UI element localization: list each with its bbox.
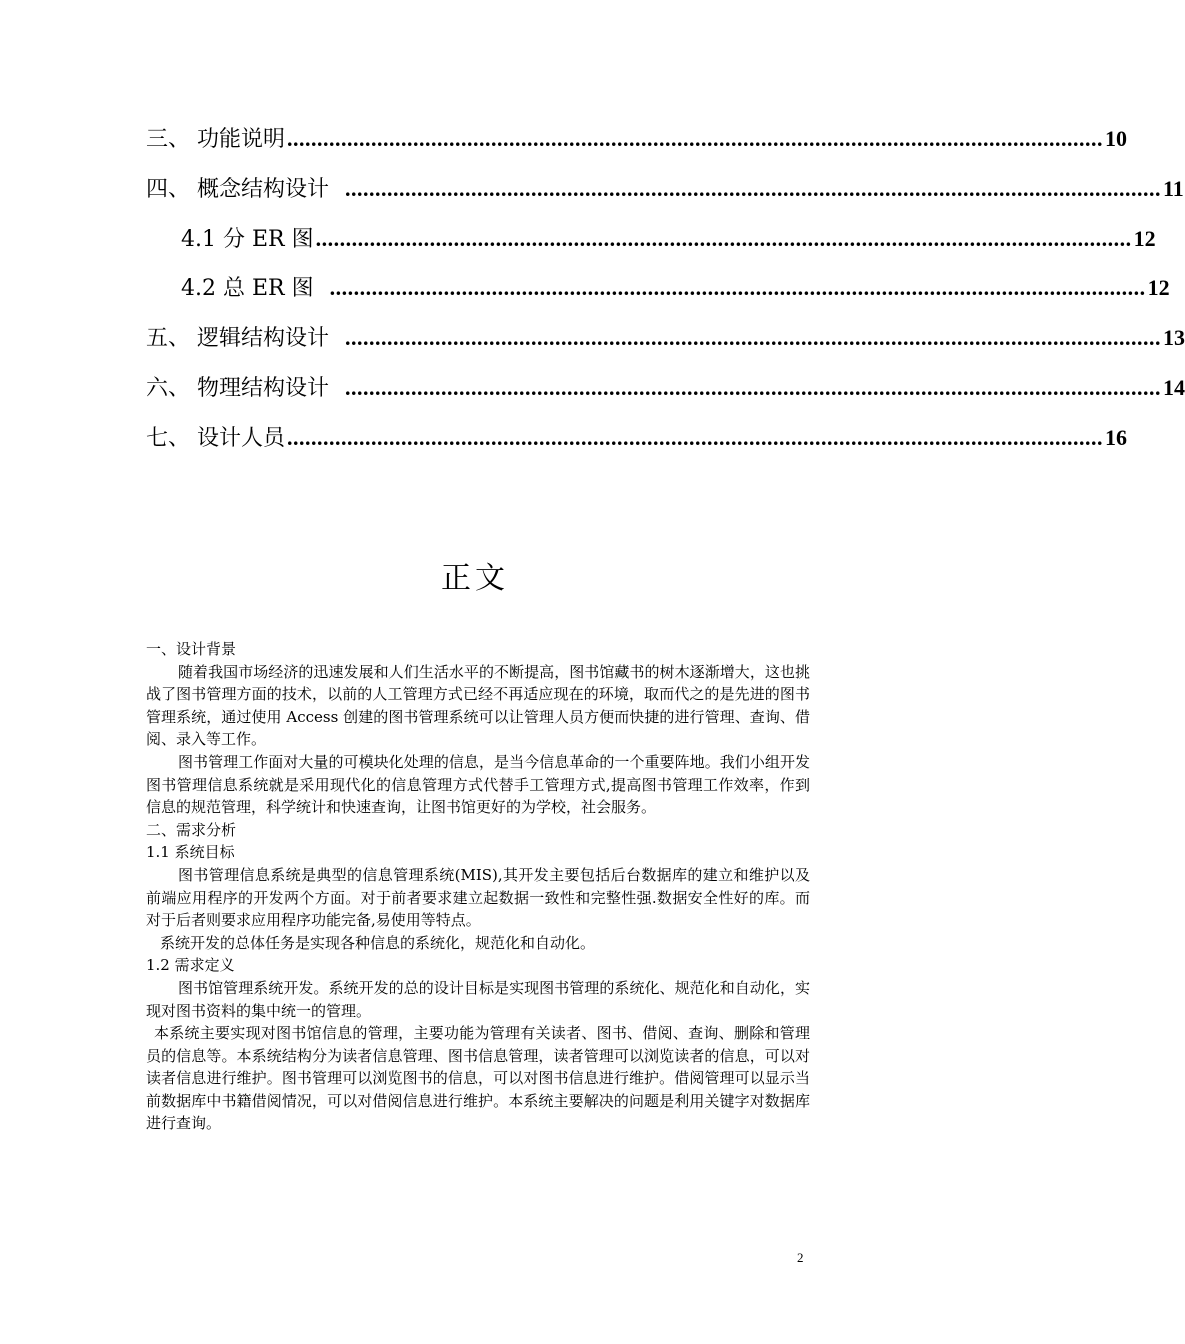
toc-entry-page: 14 <box>1163 374 1185 400</box>
page-number: 2 <box>797 1250 804 1265</box>
toc-leader-dots: ........................................................................................................................................ <box>287 126 1103 151</box>
toc-leader-dots: ........................................................................................................................................ <box>315 225 1132 251</box>
toc-entry-title: 七、 设计人员 <box>146 425 285 451</box>
toc-leader-dots: ........................................................................................................................................ <box>345 175 1161 201</box>
toc-entry[interactable] <box>146 313 1185 363</box>
toc-entry[interactable] <box>146 413 1127 463</box>
toc-entry[interactable] <box>146 164 1184 214</box>
section-heading-background: 一、设计背景 <box>146 640 237 658</box>
paragraph-background-1: 随着我国市场经济的迅速发展和人们生活水平的不断提高，图书馆藏书的树木逐渐增大，这也挑战了图书管理方面的技术，以前的人工管理方式已经不再适应现在的环境，取而代之的是先进的图书管理系统，通过使用 Access 创建的图书管理系统可以让管理人员方便而快捷的进行管理、查询、借阅、录入等工作。 <box>146 662 810 749</box>
paragraph-goals-2: 系统开发的总体任务是实现各种信息的系统化，规范化和自动化。 <box>160 933 596 952</box>
toc-entry-title: 六、 物理结构设计 <box>146 375 329 401</box>
document-body <box>146 638 810 1135</box>
toc-leader-dots: ........................................................................................................................................ <box>329 275 1146 301</box>
paragraph-goals-1: 图书管理信息系统是典型的信息管理系统(MIS),其开发主要包括后台数据库的建立和维护以及前端应用程序的开发两个方面。对于前者要求建立起数据一致性和完整性强.数据安全性好的库。而对于后者则要求应用程序功能完备,易使用等特点。 <box>146 865 810 930</box>
toc-leader-dots: ........................................................................................................................................ <box>345 325 1161 351</box>
paragraph-definition-1: 图书馆管理系统开发。系统开发的总的设计目标是实现图书管理的系统化、规范化和自动化，实现对图书资料的集中统一的管理。 <box>146 978 810 1020</box>
toc-entry-page: 13 <box>1163 325 1185 351</box>
toc-entry[interactable] <box>146 114 1127 164</box>
paragraph-background-2: 图书管理工作面对大量的可模块化处理的信息，是当今信息革命的一个重要阵地。我们小组开发图书管理信息系统就是采用现代化的信息管理方式代替手工管理方式,提高图书管理工作效率，作到信息的规范管理，科学统计和快速查询，让图书馆更好的为学校，社会服务。 <box>146 752 810 817</box>
toc-entry-page: 10 <box>1105 126 1127 151</box>
subsection-heading-goals: 1.1 系统目标 <box>146 843 235 862</box>
toc-entry-title: 4.2 总 ER 图 <box>181 276 314 302</box>
toc-entry-page: 12 <box>1147 275 1170 301</box>
toc-leader-dots: ........................................................................................................................................ <box>345 374 1161 400</box>
section-heading-requirements: 二、需求分析 <box>146 820 237 839</box>
toc-entry[interactable] <box>146 263 1170 313</box>
subsection-heading-definition: 1.2 需求定义 <box>146 956 235 975</box>
toc-entry-title: 4.1 分 ER 图 <box>181 226 314 252</box>
toc-entry-page: 12 <box>1133 225 1156 251</box>
toc-entry[interactable] <box>146 363 1185 413</box>
table-of-contents <box>146 114 1185 463</box>
paragraph-definition-2: 本系统主要实现对图书馆信息的管理，主要功能为管理有关读者、图书、借阅、查询、删除和管理员的信息等。本系统结构分为读者信息管理、图书信息管理，读者管理可以浏览读者的信息，可以对读者信息进行维护。图书管理可以浏览图书的信息，可以对图书信息进行维护。借阅管理可以显示当前数据库中书籍借阅情况，可以对借阅信息进行维护。本系统主要解决的问题是利用关键字对数据库进行查询。 <box>146 1024 810 1133</box>
toc-entry-title: 五、 逻辑结构设计 <box>146 326 329 352</box>
toc-entry-title: 三、 功能说明 <box>146 127 285 152</box>
main-title: 正文 <box>441 561 509 596</box>
toc-entry-page: 16 <box>1105 424 1127 450</box>
toc-entry[interactable] <box>146 214 1156 264</box>
toc-leader-dots: ........................................................................................................................................ <box>287 424 1103 450</box>
toc-entry-page: 11 <box>1163 175 1184 201</box>
toc-entry-title: 四、 概念结构设计 <box>146 176 329 202</box>
